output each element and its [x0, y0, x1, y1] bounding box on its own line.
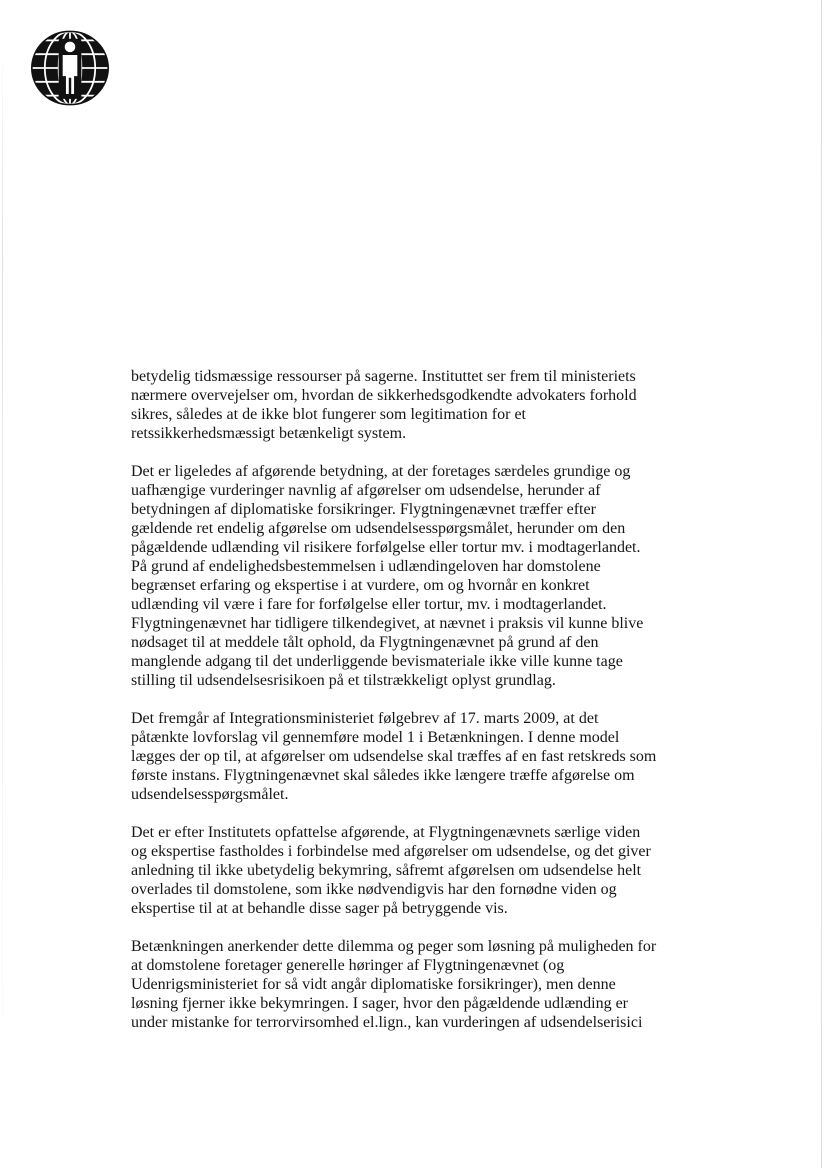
paragraph-4 [131, 823, 691, 918]
text-line: løsning fjerner ikke bekymringen. I sager, hvor den pågældende udlænding er [131, 995, 629, 1012]
text-line: sikres, således at de ikke blot fungerer som legitimation for et [131, 406, 526, 423]
text-line: udlænding vil være i fare for forfølgelse eller tortur, mv. i modtagerlandet. [131, 596, 607, 613]
text-line: Det er efter Institutets opfattelse afgørende, at Flygtningenævnets særlige viden [131, 824, 641, 841]
text-line: betydelig tidsmæssige ressourser på sagerne. Instituttet ser frem til ministeriets [131, 368, 636, 385]
text-line: ekspertise til at at behandle disse sager på betryggende vis. [131, 900, 508, 917]
text-line: at domstolene foretager generelle høringer af Flygtningenævnet (og [131, 957, 565, 974]
text-line: og ekspertise fastholdes i forbindelse med afgørelser om udsendelse, og det giver [131, 843, 651, 860]
text-line: Flygtningenævnet har tidligere tilkendegivet, at nævnet i praksis vil kunne blive [131, 615, 644, 632]
paragraph-5 [131, 937, 691, 1032]
paragraph-1 [131, 367, 691, 443]
paragraph-2 [131, 462, 691, 690]
text-line: påtænkte lovforslag vil gennemføre model 1 i Betænkningen. I denne model [131, 729, 620, 746]
scan-edge-right [821, 0, 822, 1168]
text-line: gældende ret endelig afgørelse om udsendelsesspørgsmålet, herunder om den [131, 520, 626, 537]
text-line: Betænkningen anerkender dette dilemma og peger som løsning på muligheden for [131, 938, 657, 955]
text-line: Det fremgår af Integrationsministeriet følgebrev af 17. marts 2009, at det [131, 710, 599, 727]
text-line: retssikkerhedsmæssigt betænkeligt system. [131, 425, 407, 442]
text-line: første instans. Flygtningenævnet skal således ikke længere træffe afgørelse om [131, 767, 635, 784]
text-line: manglende adgang til det underliggende bevismateriale ikke ville kunne tage [131, 653, 623, 670]
text-line: udsendelsesspørgsmålet. [131, 786, 289, 803]
text-line: På grund af endelighedsbestemmelsen i udlændingeloven har domstolene [131, 558, 601, 575]
text-line: under mistanke for terrorvirsomhed el.lign., kan vurderingen af udsendelserisici [131, 1014, 643, 1031]
text-line: lægges der op til, at afgørelser om udsendelse skal træffes af en fast retskreds som [131, 748, 657, 765]
text-line: pågældende udlænding vil risikere forfølgelse eller tortur mv. i modtagerlandet. [131, 539, 641, 556]
text-line: begrænset erfaring og ekspertise i at vurdere, om og hvornår en konkret [131, 577, 590, 594]
letter-body [131, 367, 691, 1032]
text-line: nødsaget til at meddele tålt ophold, da Flygtningenævnet på grund af den [131, 634, 599, 651]
text-line: betydningen af diplomatiske forsikringer. Flygtningenævnet træffer efter [131, 501, 596, 518]
scan-edge-left [2, 40, 3, 1140]
text-line: overlades til domstolene, som ikke nødvendigvis har den fornødne viden og [131, 881, 617, 898]
paragraph-3 [131, 709, 691, 804]
text-line: nærmere overvejelser om, hvordan de sikkerhedsgodkendte advokaters forhold [131, 387, 637, 404]
globe-human-figure-icon [29, 29, 111, 107]
text-line: Udenrigsministeriet for så vidt angår diplomatiske forsikringer), men denne [131, 976, 616, 993]
text-line: stilling til udsendelsesrisikoen på et tilstrækkeligt oplyst grundlag. [131, 672, 556, 689]
text-line: anledning til ikke ubetydelig bekymring, såfremt afgørelsen om udsendelse helt [131, 862, 642, 879]
text-line: Det er ligeledes af afgørende betydning, at der foretages særdeles grundige og [131, 463, 631, 480]
text-line: uafhængige vurderinger navnlig af afgørelser om udsendelse, herunder af [131, 482, 601, 499]
